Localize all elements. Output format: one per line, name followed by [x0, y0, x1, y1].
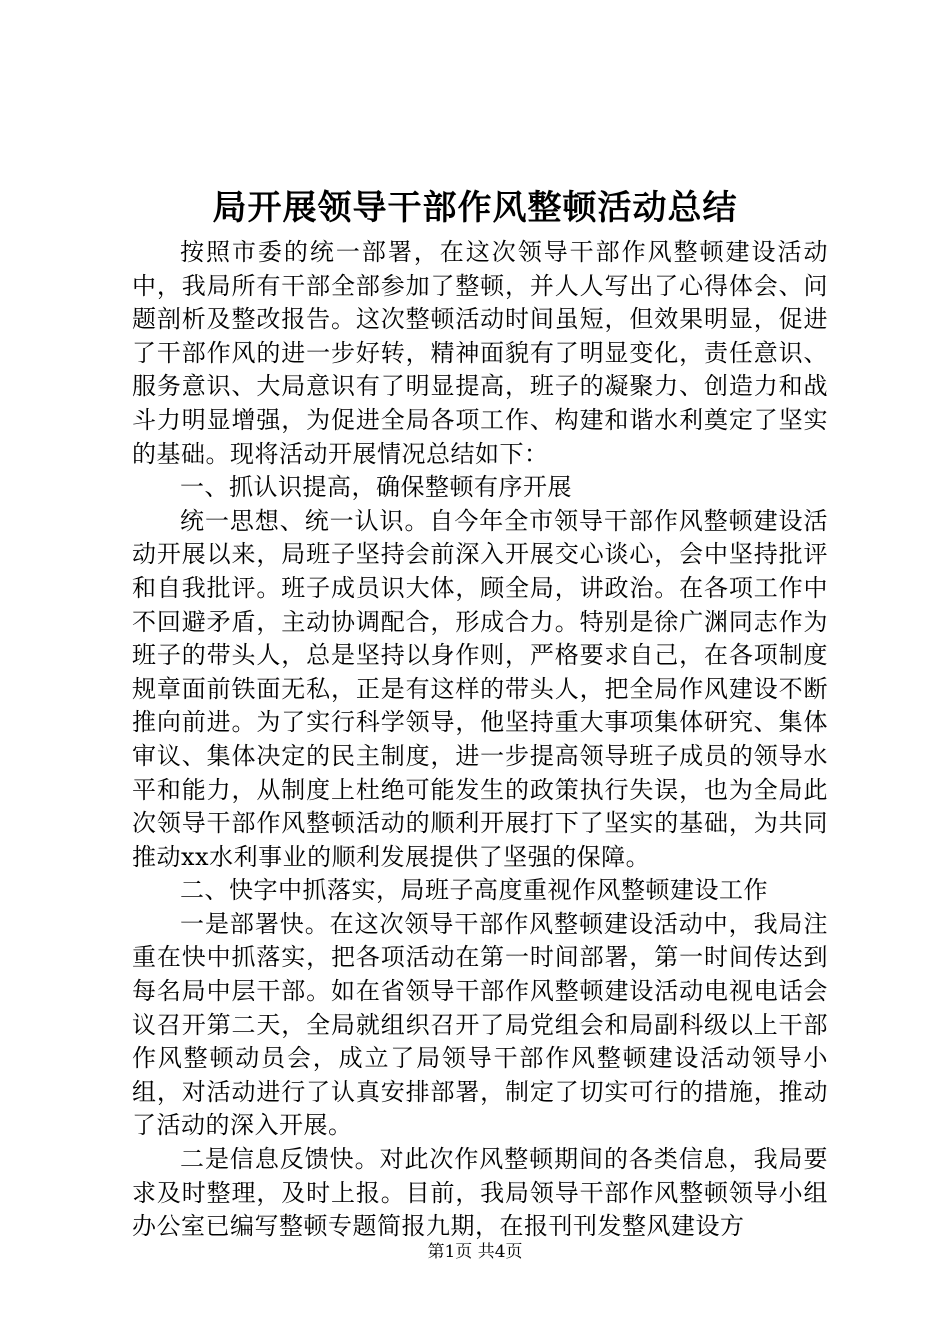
- page-number-footer: 第1页 共4页: [427, 1242, 523, 1262]
- section-heading-2: 二、快字中抓落实，局班子高度重视作风整顿建设工作: [180, 876, 768, 905]
- section-heading-1: 一、抓认识提高，确保整顿有序开展: [180, 473, 572, 502]
- body-paragraph: 二是信息反馈快。对此次作风整顿期间的各类信息，我局要求及时整理，及时上报。目前，我局领导干部作风整顿领导小组办公室已编写整顿专题简报九期，在报刊刊发整风建设方: [132, 1145, 828, 1241]
- document-title: 局开展领导干部作风整顿活动总结: [212, 188, 738, 228]
- body-paragraph: 一是部署快。在这次领导干部作风整顿建设活动中，我局注重在快中抓落实，把各项活动在第一时间部署，第一时间传达到每名局中层干部。如在省领导干部作风整顿建设活动电视电话会议召开第二天，全局就组织召开了局党组会和局副科级以上干部作风整顿动员会，成立了局领导干部作风整顿建设活动领导小组，对活动进行了认真安排部署，制定了切实可行的措施，推动了活动的深入开展。: [132, 909, 828, 1140]
- document-body: [132, 236, 828, 1244]
- body-paragraph: 统一思想、统一认识。自今年全市领导干部作风整顿建设活动开展以来，局班子坚持会前深入开展交心谈心，会中坚持批评和自我批评。班子成员识大体，顾全局，讲政治。在各项工作中不回避矛盾，主动协调配合，形成合力。特别是徐广渊同志作为班子的带头人，总是坚持以身作则，严格要求自己，在各项制度规章面前铁面无私，正是有这样的带头人，把全局作风建设不断推向前进。为了实行科学领导，他坚持重大事项集体研究、集体审议、集体决定的民主制度，进一步提高领导班子成员的领导水平和能力，从制度上杜绝可能发生的政策执行失误，也为全局此次领导干部作风整顿活动的顺利开展打下了坚实的基础，为共同推动xx水利事业的顺利发展提供了坚强的保障。: [132, 506, 828, 871]
- intro-paragraph: 按照市委的统一部署，在这次领导干部作风整顿建设活动中，我局所有干部全部参加了整顿，并人人写出了心得体会、问题剖析及整改报告。这次整顿活动时间虽短，但效果明显，促进了干部作风的进一步好转，精神面貌有了明显变化，责任意识、服务意识、大局意识有了明显提高，班子的凝聚力、创造力和战斗力明显增强，为促进全局各项工作、构建和谐水利奠定了坚实的基础。现将活动开展情况总结如下：: [132, 238, 828, 468]
